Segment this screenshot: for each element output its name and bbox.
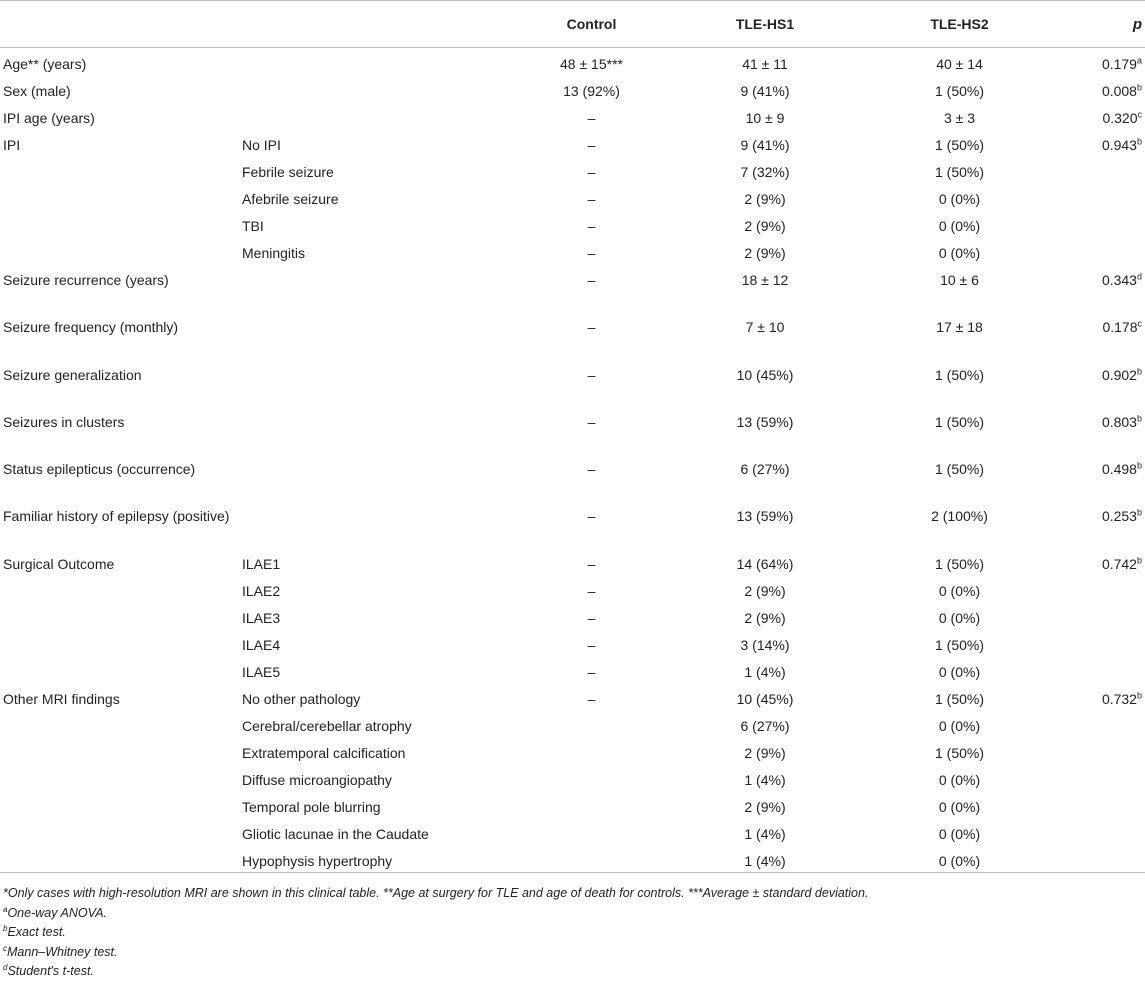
footnote-text: Student's t-test. (7, 964, 94, 978)
footnote-text: One-way ANOVA. (7, 905, 108, 920)
row-label: IPI (3, 137, 21, 153)
cell-control: – (587, 663, 596, 680)
cell-p-value (1055, 683, 1145, 710)
cell-control: – (587, 137, 596, 153)
cell-p-value (1055, 500, 1145, 547)
cell-tle-hs1: 9 (41%) (740, 137, 790, 153)
table-row (0, 129, 1145, 156)
table-row (0, 602, 1145, 629)
row-label (0, 575, 234, 602)
table-row (0, 453, 1145, 500)
header-tle-hs2: TLE-HS2 (864, 1, 1055, 48)
footnote-text: Mann–Whitney test. (7, 944, 118, 959)
cell-control: – (587, 508, 596, 525)
row-label: Seizure recurrence (years) (3, 272, 169, 288)
table-header (0, 1, 1145, 48)
row-subcategory: ILAE2 (242, 582, 281, 599)
cell-tle-hs2: 1 (50%) (934, 555, 985, 572)
row-label: Seizures in clusters (3, 413, 125, 430)
table-row (0, 683, 1145, 710)
p-value-test-marker: b (1136, 413, 1142, 424)
cell-tle-hs2: 0 (0%) (938, 771, 981, 788)
p-value-test-marker: b (1136, 365, 1142, 376)
row-label (0, 737, 234, 764)
cell-control (517, 818, 666, 845)
cell-p-value (1055, 237, 1145, 264)
table-row (0, 75, 1145, 102)
cell-p-value (1055, 845, 1145, 873)
row-subcategory: ILAE3 (242, 609, 281, 626)
row-subcategory: Gliotic lacunae in the Caudate (242, 825, 429, 842)
cell-tle-hs1: 1 (4%) (744, 825, 786, 842)
cell-tle-hs2: 1 (50%) (934, 366, 985, 383)
cell-tle-hs2: 1 (50%) (934, 636, 985, 653)
cell-tle-hs1: 13 (59%) (736, 413, 794, 430)
table-row (0, 656, 1145, 683)
table-body (0, 48, 1145, 873)
p-value-text: 0.498 (1101, 461, 1137, 478)
cell-p-value (1055, 129, 1145, 156)
cell-tle-hs2: 0 (0%) (938, 663, 981, 680)
row-subcategory (234, 102, 517, 129)
row-subcategory: ILAE5 (242, 663, 281, 680)
footnote-marker: c (3, 943, 7, 953)
cell-tle-hs2: 0 (0%) (864, 845, 1055, 873)
cell-tle-hs1: 3 (14%) (740, 636, 790, 653)
table-row (0, 737, 1145, 764)
row-subcategory (234, 75, 517, 102)
cell-control: – (587, 461, 596, 478)
footnote (3, 943, 1133, 963)
table-row (0, 311, 1145, 358)
cell-tle-hs2: 1 (50%) (934, 690, 985, 707)
cell-tle-hs2: 1 (50%) (934, 83, 985, 99)
cell-control (517, 791, 666, 818)
row-subcategory: Temporal pole blurring (242, 798, 381, 815)
footnote (3, 884, 1133, 904)
footnote (3, 923, 1133, 943)
header-control: Control (517, 1, 666, 48)
table-row (0, 500, 1145, 547)
row-subcategory: ILAE4 (242, 636, 281, 653)
cell-p-value (1055, 548, 1145, 575)
cell-tle-hs2: 2 (100%) (931, 508, 988, 525)
cell-control (517, 764, 666, 791)
cell-tle-hs2: 0 (0%) (938, 582, 981, 599)
cell-control: 48 ± 15*** (560, 56, 623, 72)
row-label (0, 710, 234, 737)
cell-tle-hs1: 1 (4%) (666, 845, 864, 873)
cell-control: – (587, 582, 596, 599)
cell-control: – (587, 319, 596, 336)
p-value-text: 0.943 (1101, 137, 1137, 153)
p-value-test-marker: c (1137, 318, 1142, 329)
cell-tle-hs1: 1 (4%) (744, 771, 786, 788)
row-label: Age** (years) (3, 56, 87, 72)
table-row (0, 210, 1145, 237)
cell-tle-hs1: 18 ± 12 (741, 272, 789, 288)
p-value-test-marker: b (1136, 136, 1142, 147)
row-label (0, 210, 234, 237)
p-value-text: 0.343 (1101, 272, 1137, 288)
row-label (0, 602, 234, 629)
row-subcategory: Extratemporal calcification (242, 744, 406, 761)
cell-tle-hs1: 10 ± 9 (745, 110, 785, 126)
header-p-value: p (1055, 1, 1145, 48)
cell-tle-hs2: 0 (0%) (938, 245, 981, 261)
p-value-text: 0.253 (1101, 508, 1137, 525)
row-subcategory: TBI (242, 218, 264, 234)
row-subcategory (234, 500, 517, 547)
cell-control: – (587, 110, 596, 126)
row-subcategory: No IPI (242, 137, 281, 153)
cell-tle-hs1: 14 (64%) (736, 555, 794, 572)
p-value-text: 0.732 (1101, 690, 1137, 707)
cell-control (517, 737, 666, 764)
cell-tle-hs1: 1 (4%) (744, 663, 786, 680)
table-footnotes (3, 884, 1133, 982)
cell-control: – (587, 555, 596, 572)
table-row (0, 710, 1145, 737)
p-value-test-marker: d (1136, 271, 1142, 282)
cell-tle-hs1: 10 (45%) (736, 690, 794, 707)
cell-tle-hs1: 2 (9%) (744, 744, 786, 761)
cell-p-value (1055, 453, 1145, 500)
cell-control (517, 710, 666, 737)
p-value-text: 0.902 (1101, 366, 1137, 383)
footnote-marker: b (3, 923, 8, 933)
row-subcategory: Febrile seizure (242, 164, 334, 180)
p-value-text: 0.320 (1102, 110, 1138, 126)
cell-p-value (1055, 183, 1145, 210)
row-label (0, 764, 234, 791)
p-value-test-marker: b (1136, 82, 1142, 93)
cell-p-value (1055, 737, 1145, 764)
row-label: Surgical Outcome (3, 555, 115, 572)
row-subcategory: Hypophysis hypertrophy (234, 845, 517, 873)
row-subcategory (234, 264, 517, 311)
row-label: Seizure generalization (3, 366, 142, 383)
cell-control (517, 845, 666, 873)
table-row (0, 48, 1145, 76)
table-row (0, 406, 1145, 453)
row-label (0, 237, 234, 264)
cell-p-value (1055, 264, 1145, 311)
header-tle-hs1: TLE-HS1 (666, 1, 864, 48)
cell-tle-hs1: 13 (59%) (736, 508, 794, 525)
cell-control: – (587, 690, 596, 707)
cell-tle-hs1: 2 (9%) (744, 245, 786, 261)
cell-tle-hs2: 1 (50%) (934, 744, 985, 761)
cell-tle-hs1: 9 (41%) (740, 83, 790, 99)
table-row (0, 548, 1145, 575)
table-row (0, 156, 1145, 183)
p-value-test-marker: b (1136, 555, 1142, 566)
cell-control: 13 (92%) (563, 83, 620, 99)
cell-p-value (1055, 359, 1145, 406)
p-value-text: 0.803 (1101, 413, 1137, 430)
cell-tle-hs1: 6 (27%) (740, 461, 790, 478)
cell-tle-hs2: 0 (0%) (938, 717, 981, 734)
cell-tle-hs1: 2 (9%) (744, 798, 786, 815)
cell-p-value (1055, 575, 1145, 602)
row-label (0, 818, 234, 845)
cell-tle-hs2: 1 (50%) (934, 461, 985, 478)
p-value-text: 0.742 (1101, 555, 1137, 572)
footnote (3, 904, 1133, 924)
cell-tle-hs2: 1 (50%) (934, 164, 985, 180)
cell-control: – (587, 609, 596, 626)
table-row (0, 237, 1145, 264)
cell-p-value (1055, 818, 1145, 845)
row-subcategory: Cerebral/cerebellar atrophy (242, 717, 412, 734)
cell-tle-hs2: 0 (0%) (938, 798, 981, 815)
cell-control: – (587, 413, 596, 430)
row-label (0, 791, 234, 818)
row-label (0, 629, 234, 656)
p-value-test-marker: c (1137, 109, 1142, 120)
table-row (0, 629, 1145, 656)
p-value-text: 0.008 (1101, 83, 1137, 99)
table-row (0, 845, 1145, 873)
cell-p-value (1055, 656, 1145, 683)
p-value-test-marker: b (1136, 460, 1142, 471)
row-label: Seizure frequency (monthly) (3, 319, 179, 336)
row-label (0, 845, 234, 873)
row-label: Other MRI findings (3, 690, 120, 707)
p-value-test-marker: a (1136, 55, 1142, 66)
row-subcategory (234, 453, 517, 500)
cell-tle-hs1: 41 ± 11 (742, 56, 788, 72)
cell-tle-hs1: 2 (9%) (744, 191, 786, 207)
row-label: Familiar history of epilepsy (positive) (3, 508, 230, 525)
cell-tle-hs2: 0 (0%) (938, 191, 981, 207)
footnote-marker: a (3, 904, 8, 914)
cell-tle-hs2: 0 (0%) (938, 609, 981, 626)
row-label (0, 156, 234, 183)
cell-tle-hs2: 0 (0%) (938, 825, 981, 842)
footnote-text: Exact test. (7, 925, 66, 939)
cell-tle-hs1: 2 (9%) (744, 218, 786, 234)
cell-p-value (1055, 629, 1145, 656)
cell-tle-hs1: 7 ± 10 (745, 319, 785, 336)
cell-control: – (587, 191, 596, 207)
table-row (0, 764, 1145, 791)
row-subcategory: Diffuse microangiopathy (242, 771, 392, 788)
cell-p-value (1055, 791, 1145, 818)
cell-tle-hs2: 3 ± 3 (943, 110, 976, 126)
p-value-text: 0.178 (1102, 319, 1138, 336)
cell-tle-hs2: 0 (0%) (938, 218, 981, 234)
row-label: Sex (male) (3, 83, 71, 99)
row-subcategory (234, 311, 517, 358)
cell-tle-hs2: 10 ± 6 (940, 272, 979, 288)
table-row (0, 264, 1145, 311)
table-row (0, 575, 1145, 602)
cell-p-value (1055, 764, 1145, 791)
header-variable (0, 1, 234, 48)
table-row (0, 818, 1145, 845)
p-value-text: 0.179 (1101, 56, 1137, 72)
cell-tle-hs1: 2 (9%) (744, 609, 786, 626)
table-row (0, 359, 1145, 406)
cell-control: – (587, 272, 596, 288)
header-row (0, 1, 1145, 48)
cell-p-value (1055, 102, 1145, 129)
table-row (0, 102, 1145, 129)
cell-tle-hs1: 7 (32%) (740, 164, 790, 180)
cell-tle-hs2: 40 ± 14 (936, 56, 983, 72)
cell-p-value (1055, 75, 1145, 102)
row-subcategory: Afebrile seizure (242, 191, 339, 207)
row-label (0, 656, 234, 683)
cell-p-value (1055, 156, 1145, 183)
header-subcategory (234, 1, 517, 48)
row-subcategory: ILAE1 (242, 555, 281, 572)
cell-control: – (587, 245, 596, 261)
table-row (0, 791, 1145, 818)
p-value-test-marker: b (1136, 690, 1142, 701)
table-row (0, 183, 1145, 210)
cell-p-value (1055, 48, 1145, 76)
p-value-test-marker: b (1136, 507, 1142, 518)
cell-p-value (1055, 602, 1145, 629)
cell-p-value (1055, 311, 1145, 358)
cell-p-value (1055, 406, 1145, 453)
cell-control: – (587, 636, 596, 653)
footnote (3, 962, 1133, 982)
cell-control: – (587, 366, 596, 383)
row-subcategory (234, 406, 517, 453)
cell-tle-hs1: 2 (9%) (744, 582, 786, 599)
cell-control: – (587, 218, 596, 234)
cell-tle-hs1: 10 (45%) (736, 366, 794, 383)
row-label: IPI age (years) (3, 110, 95, 126)
footnote-text: *Only cases with high-resolution MRI are shown in this clinical table. **Age at surgery for TLE and age of death for controls. ***Average ± standard deviation. (3, 886, 869, 900)
cell-tle-hs2: 1 (50%) (934, 413, 985, 430)
row-subcategory: No other pathology (242, 690, 361, 707)
cell-tle-hs1: 6 (27%) (740, 717, 790, 734)
cell-p-value (1055, 210, 1145, 237)
row-label: Status epilepticus (occurrence) (3, 461, 196, 478)
cell-tle-hs2: 17 ± 18 (936, 319, 983, 336)
row-label (0, 183, 234, 210)
row-subcategory: Meningitis (242, 245, 306, 261)
cell-control: – (587, 164, 596, 180)
cell-tle-hs2: 1 (50%) (934, 137, 985, 153)
cell-p-value (1055, 710, 1145, 737)
row-subcategory (234, 48, 517, 76)
row-subcategory (234, 359, 517, 406)
footnote-marker: d (3, 962, 8, 972)
